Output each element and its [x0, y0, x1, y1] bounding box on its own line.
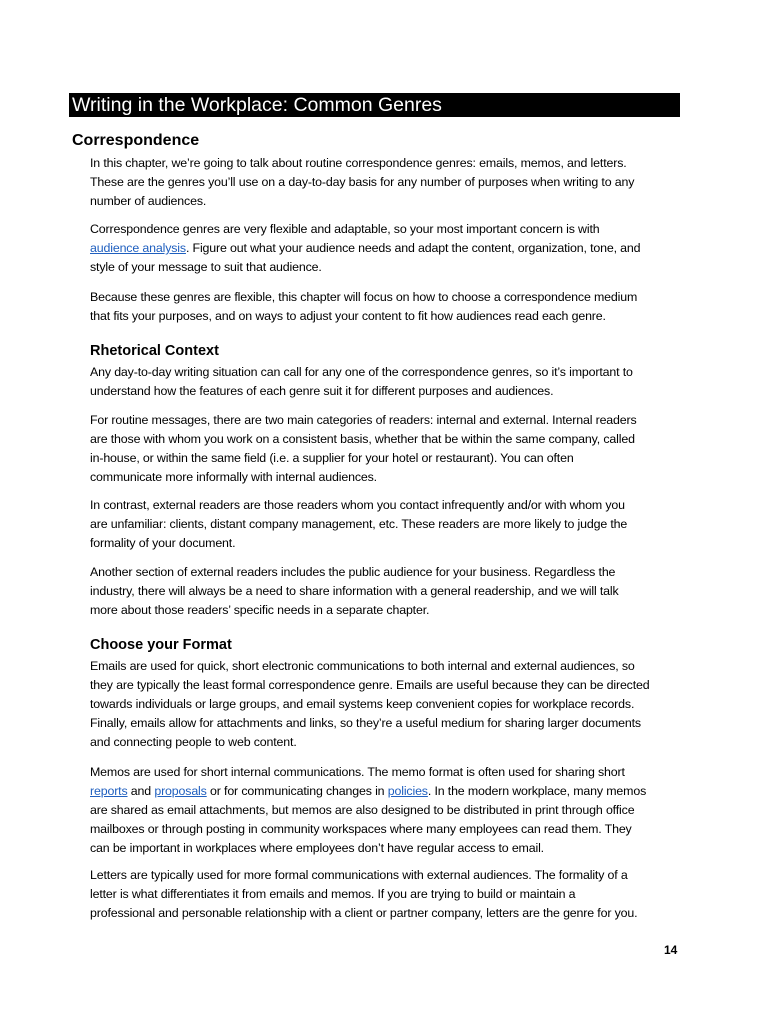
text-line: Any day-to-day writing situation can call for any one of the correspondence genres, so it’s important to: [90, 365, 633, 379]
text-line: that fits your purposes, and on ways to adjust your content to fit how audiences read each genre.: [90, 309, 606, 323]
text-line: and connecting people to web content.: [90, 735, 297, 749]
text-line: letter is what differentiates it from emails and memos. If you are trying to build or maintain a: [90, 887, 576, 901]
text-line: formality of your document.: [90, 536, 236, 550]
text-line: number of audiences.: [90, 194, 207, 208]
link-policies[interactable]: policies: [387, 784, 428, 798]
text-line: Because these genres are flexible, this chapter will focus on how to choose a correspondence medium: [90, 290, 638, 304]
paragraph-correspondence-flexible: [90, 220, 690, 277]
text-line: style of your message to suit that audience.: [90, 260, 322, 274]
link-audience-analysis[interactable]: audience analysis: [90, 241, 186, 255]
text-line: are shared as email attachments, but memos are also designed to be distributed in print through office: [90, 803, 635, 817]
text-fragment: . Figure out what your audience needs and adapt the content, organization, tone, and: [185, 241, 641, 255]
text-line: towards individuals or large groups, and email systems keep convenient copies for workplace records.: [90, 697, 635, 711]
text-fragment: and: [127, 784, 155, 798]
text-line: Memos are used for short internal communications. The memo format is often used for sharing short: [90, 765, 625, 779]
text-line: communicate more informally with internal audiences.: [90, 470, 377, 484]
paragraph-memos: [90, 763, 690, 858]
paragraph-public-audience: [90, 563, 690, 620]
text-line: In this chapter, we’re going to talk about routine correspondence genres: emails, memos, and letters.: [90, 156, 627, 170]
text-line: [90, 782, 690, 801]
paragraph-correspondence-intro: [90, 154, 690, 211]
text-line: professional and personable relationship with a client or partner company, letters are the genre for you.: [90, 906, 638, 920]
text-line: Another section of external readers includes the public audience for your business. Regardless the: [90, 565, 616, 579]
text-line: Letters are typically used for more formal communications with external audiences. The formality of a: [90, 868, 628, 882]
paragraph-emails: [90, 657, 690, 752]
text-line: For routine messages, there are two main categories of readers: internal and external. Internal readers: [90, 413, 637, 427]
text-line: they are typically the least formal correspondence genre. Emails are useful because they can be directed: [90, 678, 650, 692]
heading-correspondence: Correspondence: [72, 132, 200, 149]
text-line: in-house, or within the same field (i.e. a supplier for your hotel or restaurant). You can often: [90, 451, 574, 465]
chapter-title: Writing in the Workplace: Common Genres: [69, 93, 680, 117]
text-line: Correspondence genres are very flexible and adaptable, so your most important concern is with: [90, 222, 600, 236]
text-line: In contrast, external readers are those readers whom you contact infrequently and/or with whom you: [90, 498, 625, 512]
paragraph-external-readers: [90, 496, 690, 553]
text-line: Emails are used for quick, short electronic communications to both internal and external audiences, so: [90, 659, 635, 673]
text-line: Finally, emails allow for attachments and links, so they’re a useful medium for sharing larger documents: [90, 716, 641, 730]
text-line: [90, 239, 690, 258]
paragraph-correspondence-medium: [90, 288, 690, 326]
heading-rhetorical-context: Rhetorical Context: [90, 343, 219, 359]
text-line: understand how the features of each genre suit it for different purposes and audiences.: [90, 384, 554, 398]
text-line: can be important in workplaces where employees don’t have regular access to email.: [90, 841, 544, 855]
paragraph-internal-readers: [90, 411, 690, 487]
text-line: mailboxes or through posting in community workspaces where many employees can read them. They: [90, 822, 632, 836]
text-line: industry, there will always be a need to share information with a general readership, and we will talk: [90, 584, 619, 598]
text-line: more about those readers’ specific needs in a separate chapter.: [90, 603, 430, 617]
link-proposals[interactable]: proposals: [154, 784, 207, 798]
heading-choose-format: Choose your Format: [90, 637, 232, 653]
text-line: These are the genres you’ll use on a day-to-day basis for any number of purposes when writing to any: [90, 175, 635, 189]
text-line: are those with whom you work on a consistent basis, whether that be within the same company, called: [90, 432, 635, 446]
text-fragment: or for communicating changes in: [206, 784, 388, 798]
text-line: are unfamiliar: clients, distant company management, etc. These readers are more likely to judge the: [90, 517, 628, 531]
page-number: 14: [664, 943, 678, 957]
paragraph-rhetorical-intro: [90, 363, 690, 401]
text-fragment: . In the modern workplace, many memos: [427, 784, 647, 798]
paragraph-letters: [90, 866, 690, 923]
link-reports[interactable]: reports: [90, 784, 128, 798]
